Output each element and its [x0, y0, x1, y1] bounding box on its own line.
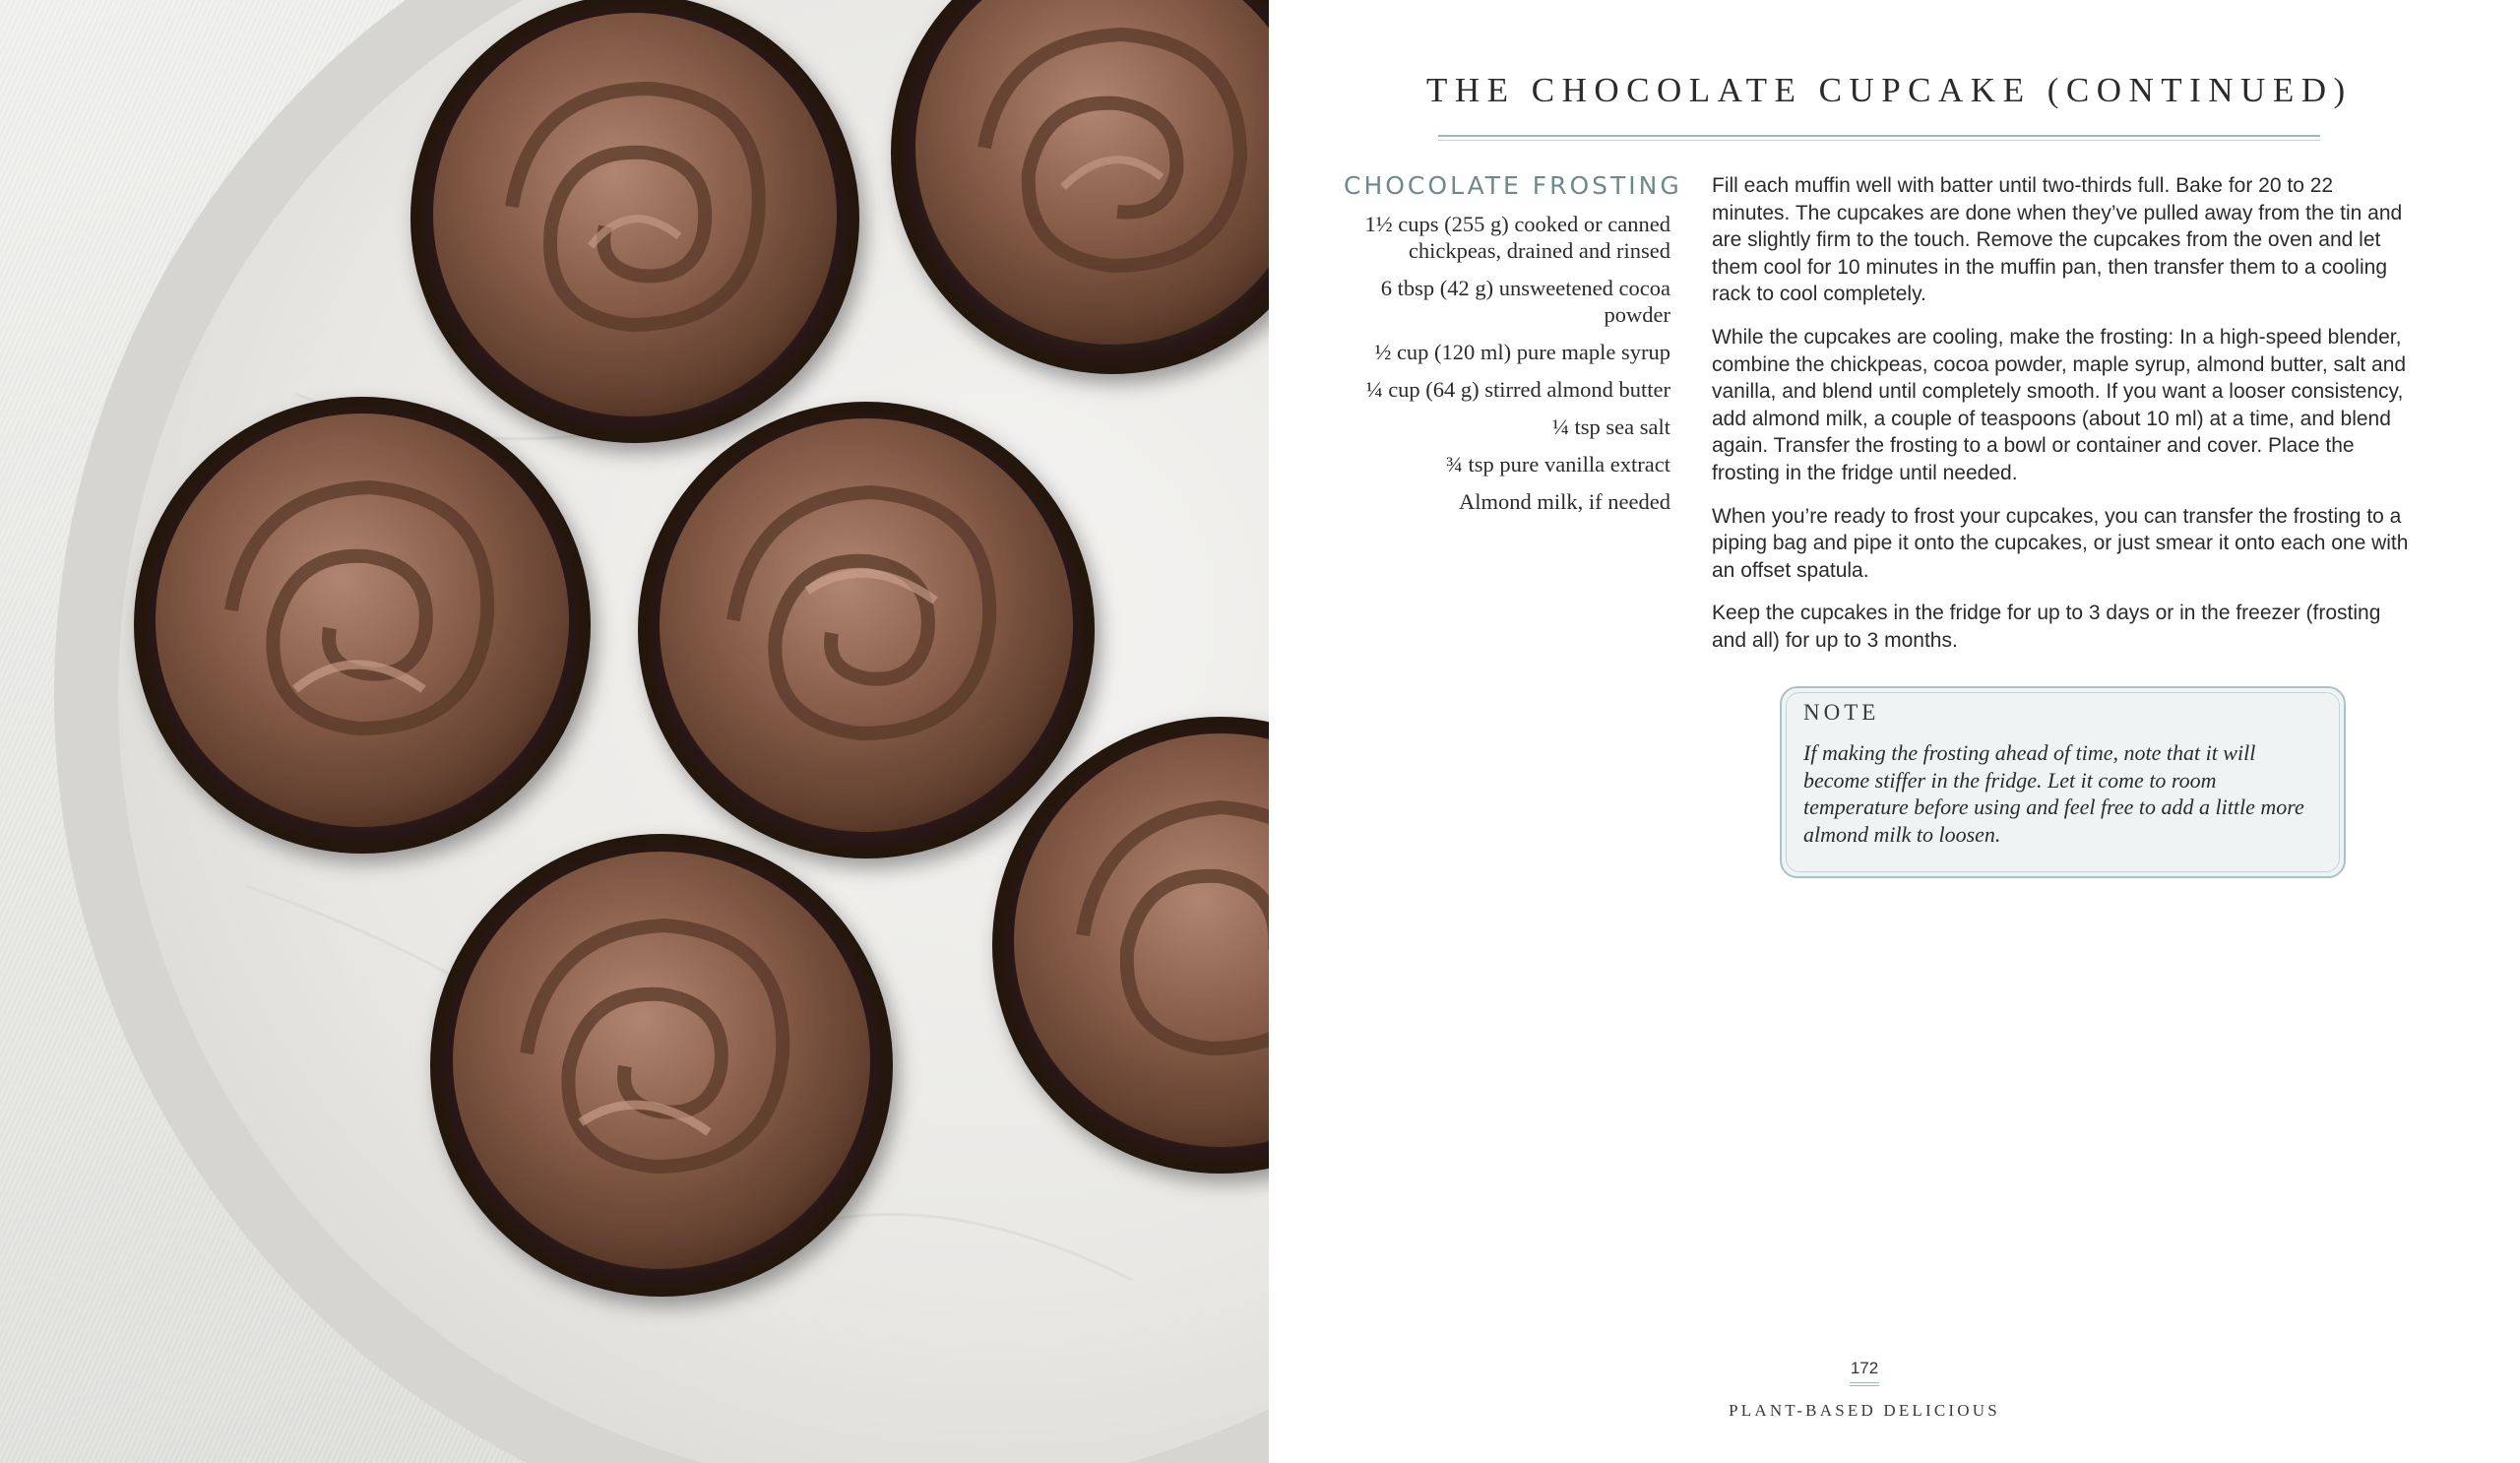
method-paragraph: Keep the cupcakes in the fridge for up to 3 days or in the freezer (frosting and all) for up to 3 months.: [1712, 602, 2381, 652]
cupcake: [430, 834, 893, 1297]
title-divider: [1438, 135, 2320, 137]
ingredient-item: ¾ tsp pure vanilla extract: [1445, 452, 1670, 477]
note-heading: NOTE: [1803, 700, 1880, 725]
method-paragraph: When you’re ready to frost your cupcakes, you can transfer the frosting to a piping bag and pipe it onto the cupcakes, or just smear it onto each one with an offset spatula.: [1712, 504, 2409, 582]
page-number-rule: [1850, 1385, 1879, 1386]
cupcake: [638, 402, 1095, 859]
ingredient-item: ½ cup (120 ml) pure maple syrup: [1374, 340, 1670, 364]
note-box: [1780, 686, 2346, 878]
ingredient-item: 6 tbsp (42 g) unsweetened cocoa powder: [1380, 276, 1670, 327]
page-title: THE CHOCOLATE CUPCAKE (CONTINUED): [1426, 71, 2353, 109]
method-paragraph: While the cupcakes are cooling, make the frosting: In a high-speed blender, combine the chickpeas, cocoa powder, maple syrup, almond butter, salt and vanilla, and blend until completely smooth. If you want a looser consistency, add almond milk, a couple of teaspoons (about 10 ml) at a time, and blend again. Transfer the frosting to a bowl or container and cover. Place the frosting in the fridge until needed.: [1712, 325, 2407, 484]
method-steps: [1712, 172, 2417, 670]
page-number-rule: [1850, 1382, 1879, 1383]
ingredient-item: 1½ cups (255 g) cooked or canned chickpeas, drained and rinsed: [1364, 212, 1670, 263]
method-paragraph: Fill each muffin well with batter until two-thirds full. Bake for 20 to 22 minutes. The cupcakes are done when they’ve pulled away from the tin and are slightly firm to the touch. Remove the cupcakes from the oven and let them cool for 10 minutes in the muffin pan, then transfer them to a cooling rack to cool completely.: [1712, 174, 2403, 306]
ingredients-list: [1328, 211, 1670, 526]
ingredients-heading: CHOCOLATE FROSTING: [1344, 171, 1682, 200]
ingredient-item: ¼ tsp sea salt: [1552, 414, 1670, 439]
book-title: PLANT-BASED DELICIOUS: [1729, 1401, 2000, 1420]
recipe-page: [1269, 0, 2520, 1463]
cupcake: [134, 397, 591, 854]
cupcake: [410, 0, 859, 443]
ingredient-item: Almond milk, if needed: [1459, 489, 1670, 514]
note-text: If making the frosting ahead of time, note that it will become stiffer in the fridge. Let it come to room temperature before using and feel free to add a little more almond milk to loosen.: [1803, 740, 2304, 847]
page-number: 172: [1850, 1359, 1879, 1377]
ingredient-item: ¼ cup (64 g) stirred almond butter: [1365, 377, 1670, 402]
